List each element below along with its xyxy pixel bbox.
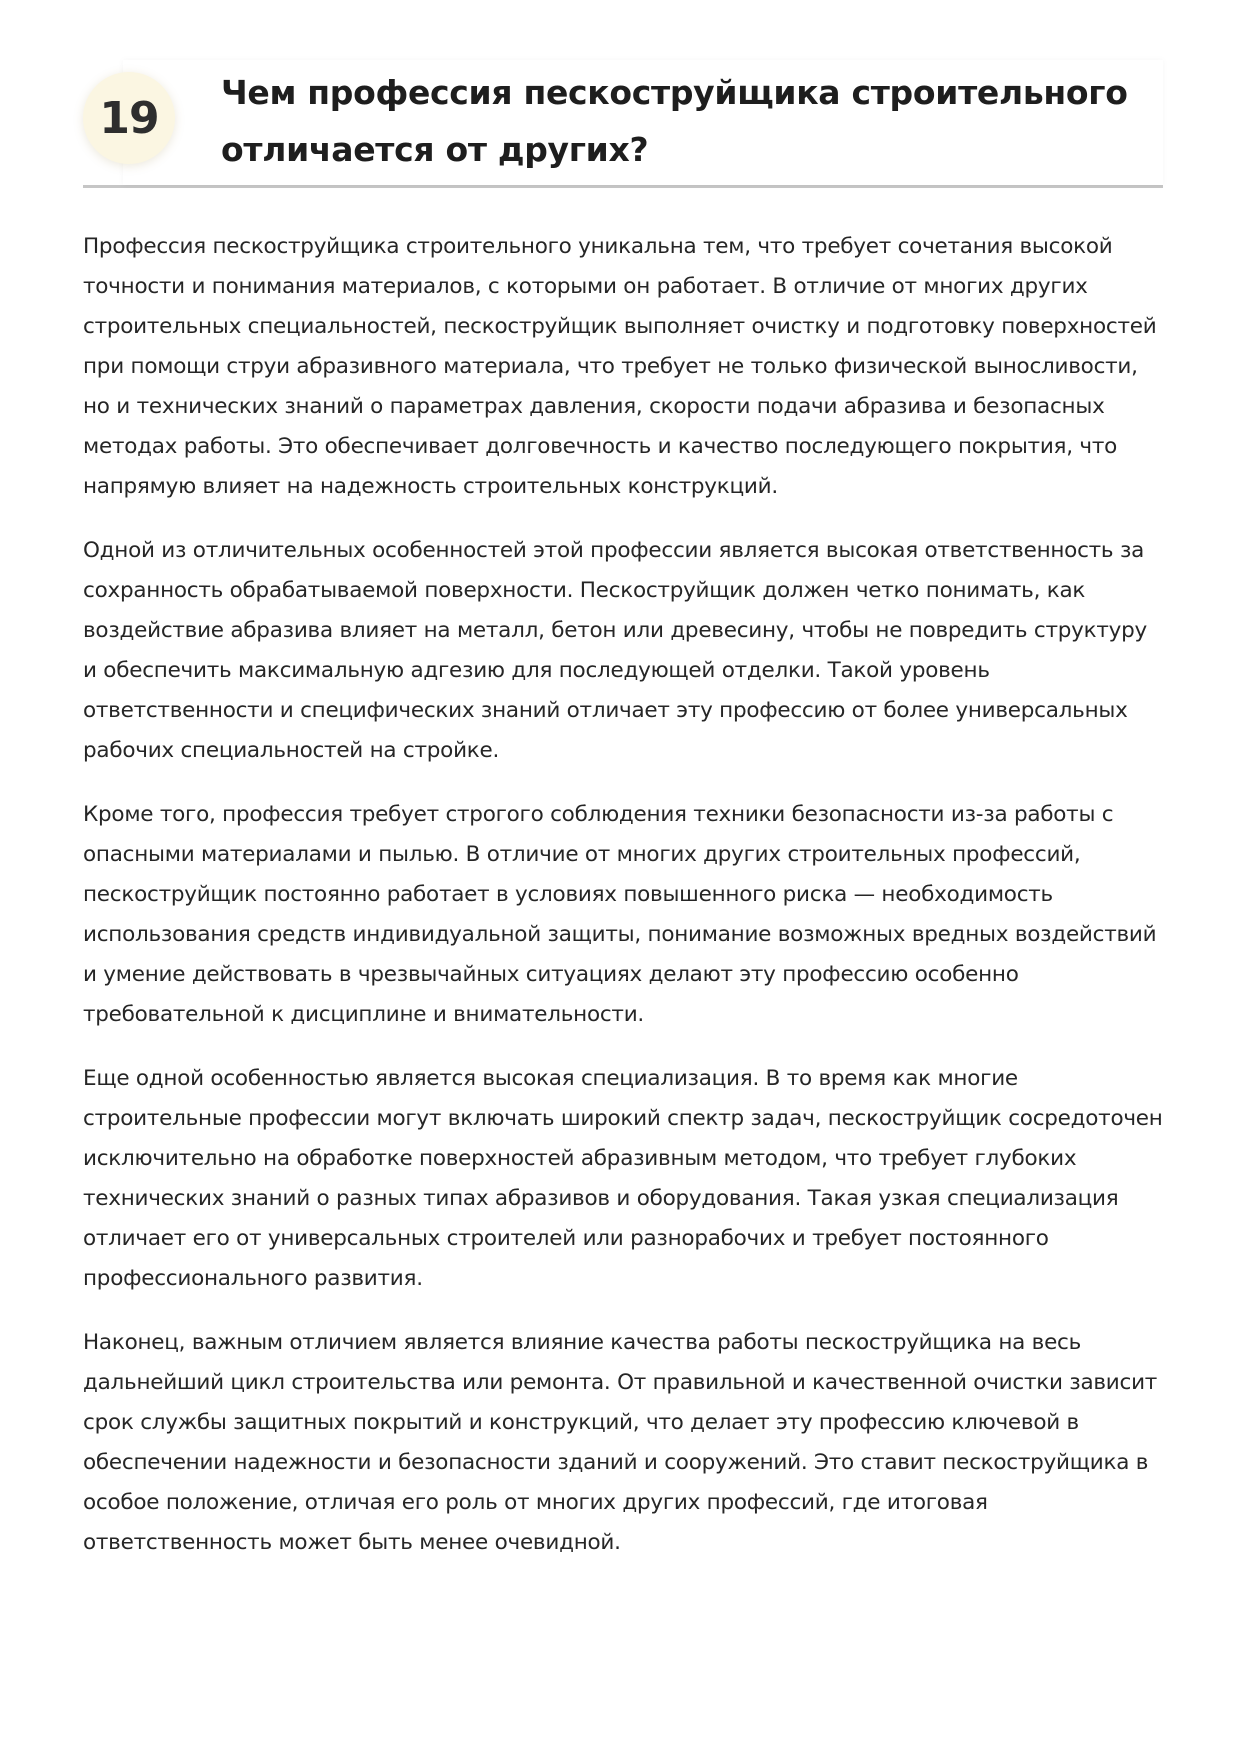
section-title: Чем профессия пескоструйщика строительного отличается от других? (221, 73, 1128, 169)
paragraph-5: Наконец, важным отличием является влияние качества работы пескоструйщика на весь дальнейший цикл строительства или ремонта. От правильной и качественной очистки зависит срок службы защитных покрытий и конструкций, что делает эту профессию ключевой в обеспечении надежности и безопасности зданий и сооружений. Это ставит пескоструйщика в особое положение, отличая его роль от многих других профессий, где итоговая ответственность может быть менее очевидной. (83, 1330, 1158, 1555)
paragraph-4: Еще одной особенностью является высокая специализация. В то время как многие строительные профессии могут включать широкий спектр задач, пескоструйщик сосредоточен исключительно на обработке поверхностей абразивным методом, что требует глубоких технических знаний о разных типах абразивов и оборудования. Такая узкая специализация отличает его от универсальных строителей или разнорабочих и требует постоянного профессионального развития. (83, 1066, 1163, 1291)
article-body (83, 227, 1163, 1587)
paragraph-1: Профессия пескоструйщика строительного уникальна тем, что требует сочетания высокой точности и понимания материалов, с которыми он работает. В отличие от многих других строительных специальностей, пескоструйщик выполняет очистку и подготовку поверхностей при помощи струи абразивного материала, что требует не только физической выносливости, но и технических знаний о параметрах давления, скорости подачи абразива и безопасных методах работы. Это обеспечивает долговечность и качество последующего покрытия, что напрямую влияет на надежность строительных конструкций. (83, 234, 1157, 499)
paragraph-2: Одной из отличительных особенностей этой профессии является высокая ответственность за сохранность обрабатываемой поверхности. Пескоструйщик должен четко понимать, как воздействие абразива влияет на металл, бетон или древесину, чтобы не повредить структуру и обеспечить максимальную адгезию для последующей отделки. Такой уровень ответственности и специфических знаний отличает эту профессию от более универсальных рабочих специальностей на стройке. (83, 538, 1147, 763)
section-number-badge: 19 (83, 72, 175, 164)
section-header (83, 60, 1163, 188)
paragraph-3: Кроме того, профессия требует строгого соблюдения техники безопасности из-за работы с опасными материалами и пылью. В отличие от многих других строительных профессий, пескоструйщик постоянно работает в условиях повышенного риска — необходимость использования средств индивидуальной защиты, понимание возможных вредных воздействий и умение действовать в чрезвычайных ситуациях делают эту профессию особенно требовательной к дисциплине и внимательности. (83, 802, 1157, 1027)
